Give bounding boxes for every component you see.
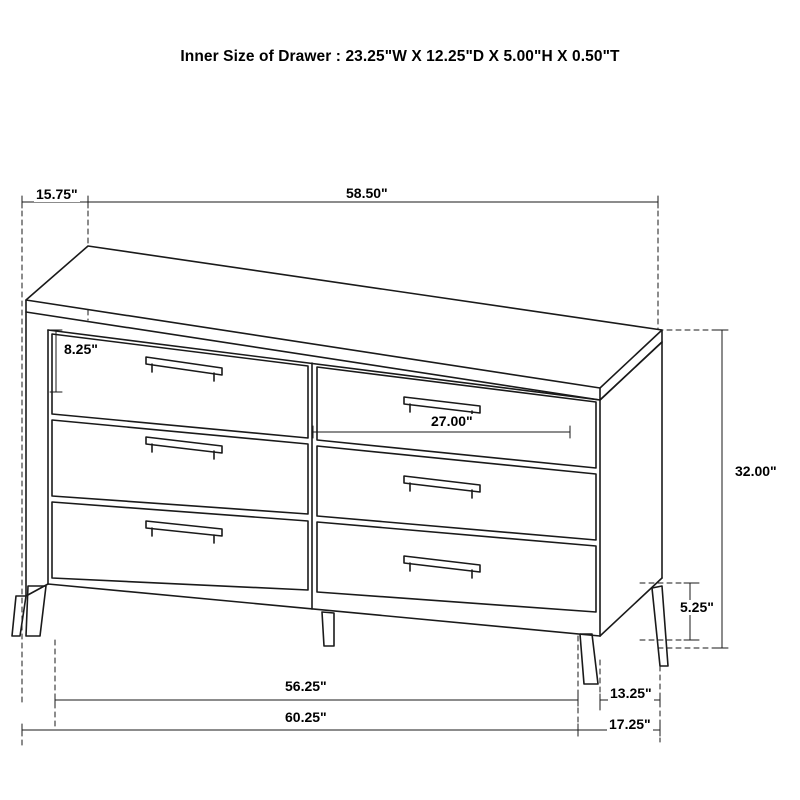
drawer-pull-right-bottom bbox=[404, 556, 480, 578]
dimension-label-case-width: 56.25" bbox=[285, 678, 327, 694]
dimension-label-drawer-width: 27.00" bbox=[431, 413, 473, 429]
height-dimension-line bbox=[716, 330, 728, 648]
drawer-pull-right-middle bbox=[404, 476, 480, 498]
drawer-left-bottom bbox=[52, 502, 308, 590]
bottom-dimension-lines bbox=[22, 694, 660, 736]
dimension-label-width-top: 58.50" bbox=[346, 185, 388, 201]
leg-center bbox=[322, 612, 334, 646]
drawer-pull-left-middle bbox=[146, 437, 222, 459]
dimension-label-drawer-height: 8.25" bbox=[64, 341, 98, 357]
drawer-right-bottom bbox=[317, 522, 596, 612]
leg-back-right bbox=[652, 586, 668, 666]
dimension-label-overall-depth: 17.25" bbox=[609, 716, 651, 732]
dimension-label-leg-height: 5.25" bbox=[680, 599, 714, 615]
page-title: Inner Size of Drawer : 23.25"W X 12.25"D X 5.00"H X 0.50"T bbox=[180, 48, 620, 65]
dimension-label-overall-height: 32.00" bbox=[735, 463, 777, 479]
dimension-label-case-depth: 13.25" bbox=[610, 685, 652, 701]
drawer-pull-left-top bbox=[146, 357, 222, 381]
leg-back-left bbox=[12, 596, 26, 636]
dresser-left-side bbox=[26, 312, 48, 596]
drawer-pull-left-bottom bbox=[146, 521, 222, 543]
dimension-label-overall-width: 60.25" bbox=[285, 709, 327, 725]
leg-front-right bbox=[580, 634, 598, 684]
dimension-label-depth-top: 15.75" bbox=[36, 186, 78, 202]
top-dimension-line bbox=[22, 196, 658, 208]
